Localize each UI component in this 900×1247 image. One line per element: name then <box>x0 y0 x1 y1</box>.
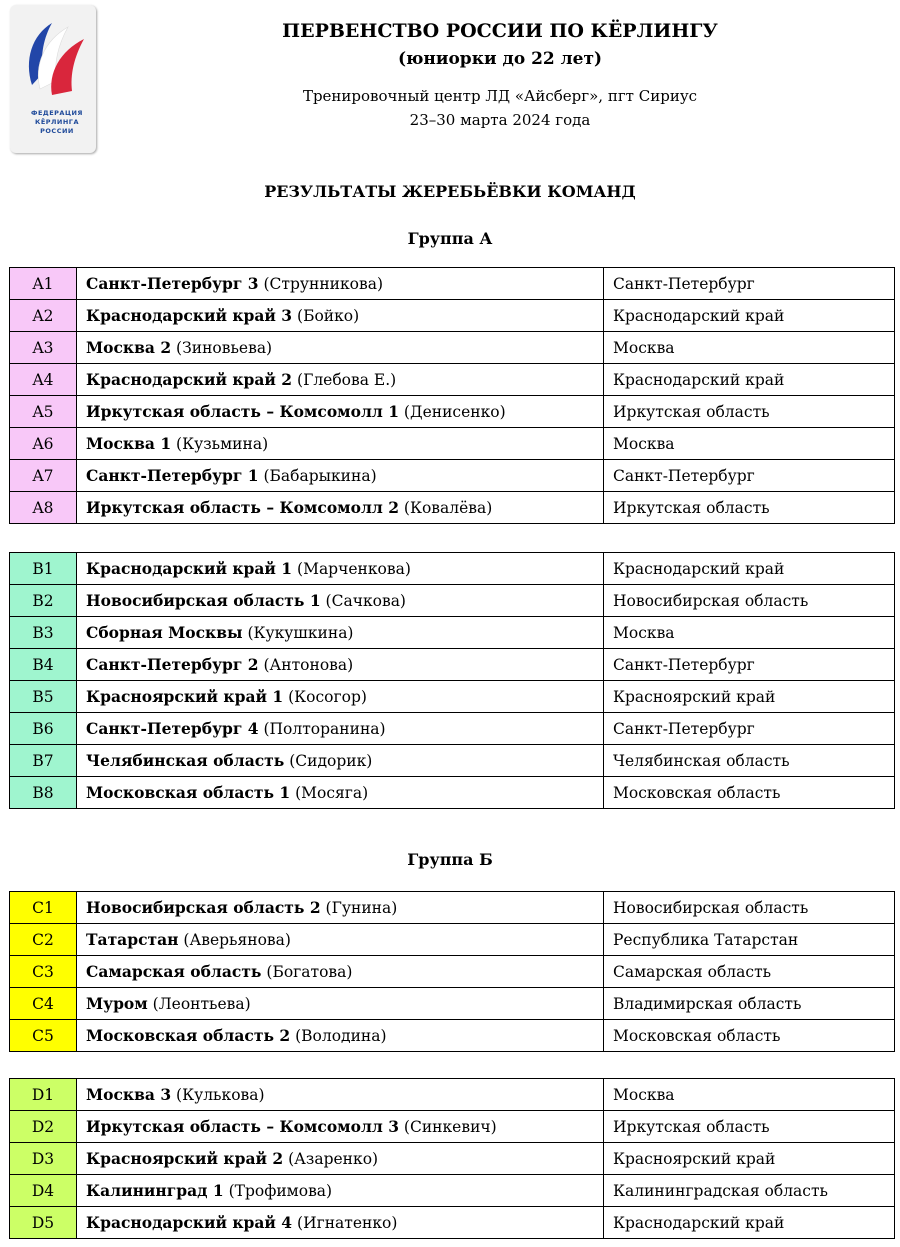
table-row <box>10 956 895 988</box>
region-name: Московская область <box>613 783 781 802</box>
federation-logo <box>10 5 96 153</box>
skip-name: (Бойко) <box>292 307 360 325</box>
region-name: Москва <box>613 1085 675 1104</box>
skip-name: (Игнатенко) <box>292 1214 398 1232</box>
group-code: A1 <box>32 274 54 293</box>
group-code-cell <box>10 1143 77 1175</box>
region-name: Московская область <box>613 1026 781 1045</box>
group-code: B3 <box>32 623 54 642</box>
region-name: Краснодарский край <box>613 1213 785 1232</box>
table-row <box>10 1079 895 1111</box>
group-code-cell <box>10 1207 77 1239</box>
group-b-title: Группа Б <box>407 850 493 869</box>
group-code: A2 <box>32 306 54 325</box>
region-name: Иркутская область <box>613 498 770 517</box>
region-name: Челябинская область <box>613 751 790 770</box>
group-code: A4 <box>32 370 54 389</box>
group-code: A5 <box>32 402 54 421</box>
logo-text-line1: ФЕДЕРАЦИЯ <box>31 109 83 117</box>
region-name: Красноярский край <box>613 1149 776 1168</box>
team-cell <box>77 745 604 777</box>
team-name: Санкт-Петербург 1 <box>86 466 259 485</box>
group-code-cell <box>10 300 77 332</box>
team-name: Калининград 1 <box>86 1181 224 1200</box>
group-code: C5 <box>32 1026 54 1045</box>
team-name: Муром <box>86 994 148 1013</box>
group-code-cell <box>10 713 77 745</box>
region-cell <box>604 777 895 809</box>
group-code-cell <box>10 585 77 617</box>
group-code-cell <box>10 1175 77 1207</box>
skip-name: (Антонова) <box>258 656 354 674</box>
region-cell <box>604 1143 895 1175</box>
group-code-cell <box>10 988 77 1020</box>
draw-table-b <box>9 552 895 809</box>
group-code: C3 <box>32 962 54 981</box>
team-name: Иркутская область – Комсомолл 1 <box>86 402 399 421</box>
group-code-cell <box>10 396 77 428</box>
draw-table-a <box>9 267 895 524</box>
team-name: Татарстан <box>86 930 179 949</box>
team-cell <box>77 553 604 585</box>
team-cell <box>77 956 604 988</box>
team-cell <box>77 492 604 524</box>
table-row <box>10 460 895 492</box>
region-cell <box>604 1079 895 1111</box>
group-code-cell <box>10 268 77 300</box>
table-row <box>10 1143 895 1175</box>
group-code-cell <box>10 364 77 396</box>
region-cell <box>604 1207 895 1239</box>
skip-name: (Глебова Е.) <box>292 371 397 389</box>
region-name: Санкт-Петербург <box>613 655 755 674</box>
table-row <box>10 924 895 956</box>
group-code: D5 <box>31 1213 55 1232</box>
skip-name: (Ковалёва) <box>399 499 493 517</box>
region-name: Краснодарский край <box>613 370 785 389</box>
team-name: Краснодарский край 2 <box>86 370 293 389</box>
skip-name: (Синкевич) <box>399 1118 497 1136</box>
team-name: Санкт-Петербург 2 <box>86 655 259 674</box>
group-code-cell <box>10 332 77 364</box>
team-name: Новосибирская область 2 <box>86 898 321 917</box>
region-name: Новосибирская область <box>613 898 809 917</box>
table-row <box>10 1020 895 1052</box>
region-name: Калининградская область <box>613 1181 828 1200</box>
region-cell <box>604 460 895 492</box>
table-row <box>10 1175 895 1207</box>
region-cell <box>604 745 895 777</box>
group-code: A7 <box>32 466 54 485</box>
skip-name: (Струнникова) <box>258 275 384 293</box>
region-cell <box>604 585 895 617</box>
group-code: B2 <box>32 591 54 610</box>
table-row <box>10 988 895 1020</box>
team-cell <box>77 396 604 428</box>
group-code: A3 <box>32 338 54 357</box>
table-row <box>10 681 895 713</box>
group-code: A6 <box>32 434 54 453</box>
team-name: Москва 1 <box>86 434 172 453</box>
team-name: Санкт-Петербург 3 <box>86 274 259 293</box>
region-cell <box>604 492 895 524</box>
skip-name: (Кузьмина) <box>171 435 269 453</box>
group-code: B8 <box>32 783 54 802</box>
skip-name: (Володина) <box>290 1027 387 1045</box>
team-cell <box>77 460 604 492</box>
team-name: Москва 3 <box>86 1085 172 1104</box>
group-code: C1 <box>32 898 54 917</box>
team-name: Москва 2 <box>86 338 172 357</box>
table-row <box>10 713 895 745</box>
skip-name: (Кукушкина) <box>242 624 354 642</box>
region-name: Красноярский край <box>613 687 776 706</box>
team-cell <box>77 364 604 396</box>
region-name: Москва <box>613 623 675 642</box>
group-code-cell <box>10 924 77 956</box>
team-cell <box>77 924 604 956</box>
team-cell <box>77 1175 604 1207</box>
group-code-cell <box>10 892 77 924</box>
group-code: D4 <box>31 1181 55 1200</box>
group-code: B5 <box>32 687 54 706</box>
team-cell <box>77 585 604 617</box>
team-cell <box>77 1111 604 1143</box>
table-row <box>10 332 895 364</box>
team-cell <box>77 892 604 924</box>
region-name: Краснодарский край <box>613 559 785 578</box>
region-name: Краснодарский край <box>613 306 785 325</box>
skip-name: (Трофимова) <box>223 1182 333 1200</box>
region-cell <box>604 988 895 1020</box>
group-code: D1 <box>31 1085 55 1104</box>
region-cell <box>604 892 895 924</box>
group-code: D3 <box>31 1149 55 1168</box>
team-name: Иркутская область – Комсомолл 3 <box>86 1117 399 1136</box>
group-a-title: Группа А <box>407 229 493 248</box>
group-code: A8 <box>32 498 54 517</box>
table-row <box>10 492 895 524</box>
skip-name: (Денисенко) <box>399 403 506 421</box>
table-row <box>10 777 895 809</box>
skip-name: (Богатова) <box>261 963 353 981</box>
region-cell <box>604 681 895 713</box>
table-row <box>10 892 895 924</box>
region-cell <box>604 956 895 988</box>
region-name: Москва <box>613 338 675 357</box>
team-name: Самарская область <box>86 962 262 981</box>
team-cell <box>77 777 604 809</box>
skip-name: (Леонтьева) <box>147 995 251 1013</box>
skip-name: (Аверьянова) <box>178 931 291 949</box>
group-code-cell <box>10 745 77 777</box>
team-cell <box>77 681 604 713</box>
category-subtitle: (юниорки до 22 лет) <box>397 49 603 69</box>
team-cell <box>77 332 604 364</box>
table-row <box>10 745 895 777</box>
region-cell <box>604 300 895 332</box>
team-name: Иркутская область – Комсомолл 2 <box>86 498 399 517</box>
team-name: Красноярский край 2 <box>86 1149 284 1168</box>
table-row <box>10 649 895 681</box>
skip-name: (Сачкова) <box>320 592 406 610</box>
table-row <box>10 300 895 332</box>
group-code-cell <box>10 460 77 492</box>
region-name: Санкт-Петербург <box>613 274 755 293</box>
group-code-cell <box>10 681 77 713</box>
team-cell <box>77 617 604 649</box>
skip-name: (Косогор) <box>283 688 367 706</box>
group-code: C4 <box>32 994 54 1013</box>
group-code-cell <box>10 777 77 809</box>
team-name: Сборная Москвы <box>86 623 243 642</box>
table-row <box>10 364 895 396</box>
region-name: Москва <box>613 434 675 453</box>
group-code: B6 <box>32 719 54 738</box>
group-code-cell <box>10 649 77 681</box>
region-name: Владимирская область <box>613 994 802 1013</box>
region-name: Иркутская область <box>613 402 770 421</box>
championship-title: ПЕРВЕНСТВО РОССИИ ПО КЁРЛИНГУ <box>282 20 718 42</box>
table-row <box>10 268 895 300</box>
region-cell <box>604 649 895 681</box>
region-cell <box>604 713 895 745</box>
region-name: Иркутская область <box>613 1117 770 1136</box>
table-row <box>10 617 895 649</box>
skip-name: (Кулькова) <box>171 1086 265 1104</box>
region-cell <box>604 332 895 364</box>
team-cell <box>77 1020 604 1052</box>
group-code-cell <box>10 492 77 524</box>
team-cell <box>77 1207 604 1239</box>
venue-line: Тренировочный центр ЛД «Айсберг», пгт Сириус <box>302 87 698 105</box>
group-code-cell <box>10 1111 77 1143</box>
team-cell <box>77 1143 604 1175</box>
table-row <box>10 396 895 428</box>
curling-ribbon-icon <box>10 5 96 110</box>
team-name: Московская область 1 <box>86 783 291 802</box>
region-cell <box>604 396 895 428</box>
region-name: Самарская область <box>613 962 772 981</box>
region-name: Санкт-Петербург <box>613 719 755 738</box>
team-cell <box>77 268 604 300</box>
skip-name: (Азаренко) <box>283 1150 379 1168</box>
team-cell <box>77 300 604 332</box>
region-name: Санкт-Петербург <box>613 466 755 485</box>
table-row <box>10 585 895 617</box>
team-name: Красноярский край 1 <box>86 687 284 706</box>
skip-name: (Зиновьева) <box>171 339 273 357</box>
region-cell <box>604 1020 895 1052</box>
team-name: Краснодарский край 3 <box>86 306 293 325</box>
region-cell <box>604 268 895 300</box>
team-name: Краснодарский край 4 <box>86 1213 293 1232</box>
team-name: Санкт-Петербург 4 <box>86 719 259 738</box>
group-code-cell <box>10 1020 77 1052</box>
region-cell <box>604 924 895 956</box>
draw-table-d <box>9 1078 895 1239</box>
team-name: Челябинская область <box>86 751 285 770</box>
logo-text-line3: РОССИИ <box>40 127 74 135</box>
team-cell <box>77 428 604 460</box>
group-code: B7 <box>32 751 54 770</box>
region-cell <box>604 1175 895 1207</box>
team-name: Новосибирская область 1 <box>86 591 321 610</box>
group-code: C2 <box>32 930 54 949</box>
team-cell <box>77 649 604 681</box>
region-name: Новосибирская область <box>613 591 809 610</box>
skip-name: (Гунина) <box>320 899 398 917</box>
group-code-cell <box>10 1079 77 1111</box>
region-name: Республика Татарстан <box>613 930 799 949</box>
team-cell <box>77 713 604 745</box>
group-code: D2 <box>31 1117 55 1136</box>
group-code-cell <box>10 428 77 460</box>
region-cell <box>604 428 895 460</box>
group-code-cell <box>10 956 77 988</box>
group-code: B1 <box>32 559 54 578</box>
group-code: B4 <box>32 655 54 674</box>
group-code-cell <box>10 553 77 585</box>
logo-text-line2: КЁРЛИНГА <box>35 118 79 126</box>
skip-name: (Сидорик) <box>284 752 373 770</box>
table-row <box>10 1207 895 1239</box>
skip-name: (Бабарыкина) <box>258 467 377 485</box>
region-cell <box>604 553 895 585</box>
region-cell <box>604 364 895 396</box>
draw-table-c <box>9 891 895 1052</box>
team-name: Краснодарский край 1 <box>86 559 293 578</box>
skip-name: (Марченкова) <box>292 560 411 578</box>
table-row <box>10 428 895 460</box>
table-row <box>10 553 895 585</box>
skip-name: (Полторанина) <box>258 720 386 738</box>
region-cell <box>604 617 895 649</box>
region-cell <box>604 1111 895 1143</box>
skip-name: (Мосяга) <box>290 784 369 802</box>
document-header <box>100 18 900 132</box>
team-name: Московская область 2 <box>86 1026 291 1045</box>
group-code-cell <box>10 617 77 649</box>
table-row <box>10 1111 895 1143</box>
team-cell <box>77 988 604 1020</box>
team-cell <box>77 1079 604 1111</box>
section-title: РЕЗУЛЬТАТЫ ЖЕРЕБЬЁВКИ КОМАНД <box>264 182 636 201</box>
dates-line: 23–30 марта 2024 года <box>409 111 591 129</box>
